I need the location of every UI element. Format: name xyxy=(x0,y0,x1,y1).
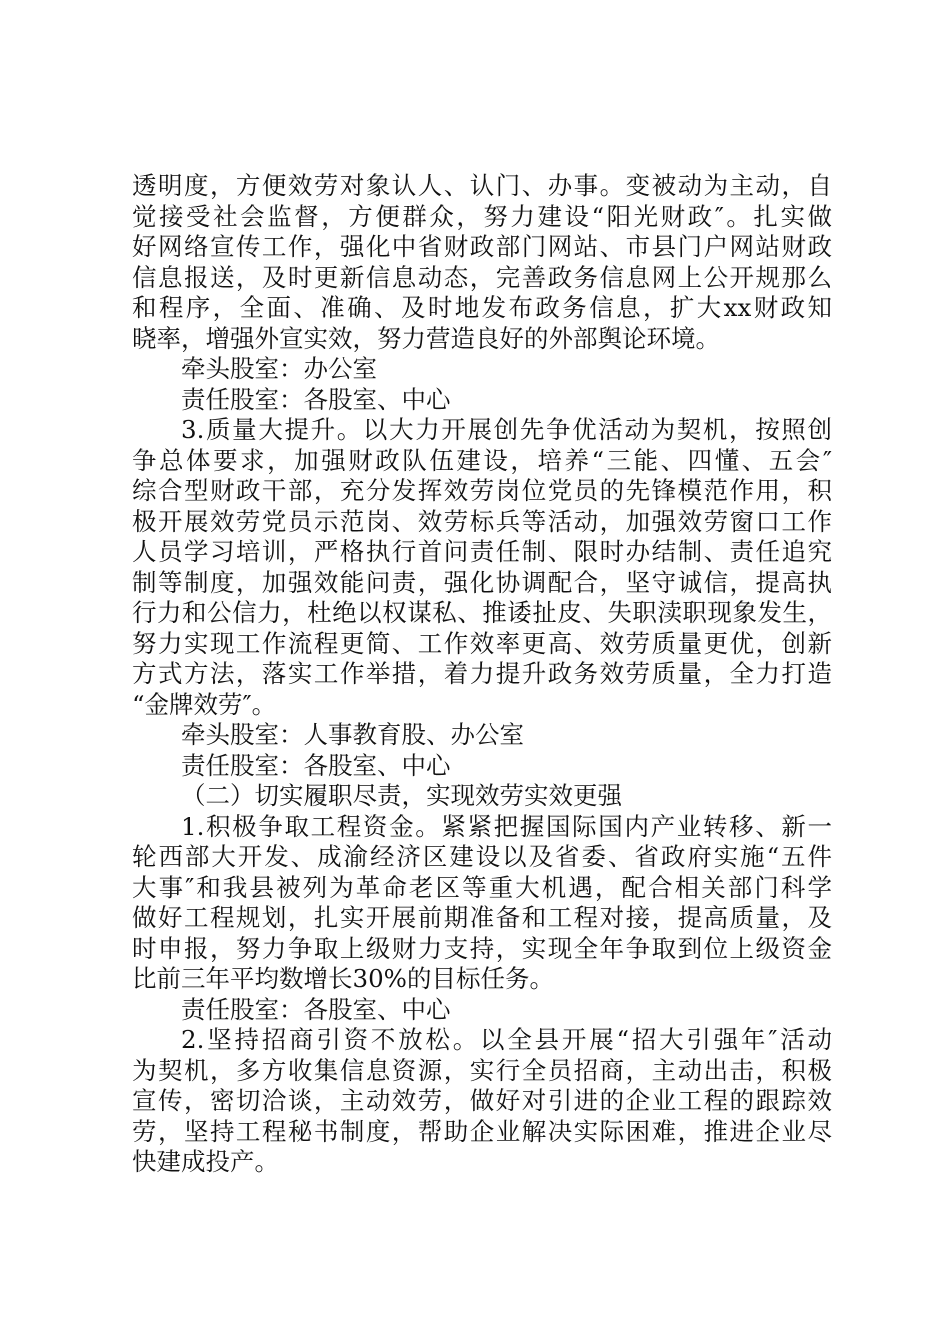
paragraph xyxy=(132,781,832,812)
text-line: 和程序，全面、准确、及时地发布政务信息，扩大xx财政知 xyxy=(132,293,832,322)
text-line: 好网络宣传工作，强化中省财政部门网站、市县门户网站财政 xyxy=(132,232,832,261)
text-line: 晓率，增强外宣实效，努力营造良好的外部舆论环境。 xyxy=(132,323,720,353)
text-line: 极开展效劳党员示范岗、效劳标兵等活动，加强效劳窗口工作 xyxy=(132,506,832,536)
text-line: “金牌效劳″。 xyxy=(132,689,277,719)
document-page xyxy=(132,171,832,1178)
text-line: 时申报，努力争取上级财力支持，实现全年争取到位上级资金 xyxy=(132,933,832,963)
text-line: 牵头股室：办公室 xyxy=(181,354,377,383)
paragraph xyxy=(132,171,832,354)
text-line: 2.坚持招商引资不放松。以全县开展“招大引强年″活动 xyxy=(181,1025,832,1054)
paragraph xyxy=(132,812,832,995)
text-line: 做好工程规划，扎实开展前期准备和工程对接，提高质量，及 xyxy=(132,903,832,932)
text-line: 行力和公信力，杜绝以权谋私、推诿扯皮、失职渎职现象发生， xyxy=(132,598,832,627)
text-line: 比前三年平均数增长30%的目标任务。 xyxy=(132,964,554,993)
text-line: 制等制度，加强效能问责，强化协调配合，坚守诚信，提高执 xyxy=(132,567,832,597)
text-line: 宣传，密切洽谈，主动效劳，做好对引进的企业工程的跟踪效 xyxy=(132,1086,832,1115)
text-line: 争总体要求，加强财政队伍建设，培养“三能、四懂、五会″ xyxy=(132,445,832,475)
text-line: 责任股室：各股室、中心 xyxy=(181,750,451,780)
text-line: 人员学习培训，严格执行首问责任制、限时办结制、责任追究 xyxy=(132,537,832,566)
text-line: 牵头股室：人事教育股、办公室 xyxy=(181,720,524,749)
text-line: 1.积极争取工程资金。紧紧把握国际国内产业转移、新一 xyxy=(181,811,832,841)
text-line: 觉接受社会监督，方便群众，努力建设“阳光财政″。扎实做 xyxy=(132,201,832,231)
text-line: 方式方法，落实工作举措，着力提升政务效劳质量，全力打造 xyxy=(132,659,832,688)
text-line: 责任股室：各股室、中心 xyxy=(181,994,451,1024)
text-line: （二）切实履职尽责，实现效劳实效更强 xyxy=(181,781,622,810)
text-line: 信息报送，及时更新信息动态，完善政务信息网上公开规那么 xyxy=(132,262,832,292)
paragraph xyxy=(132,1025,832,1178)
paragraph xyxy=(132,415,832,720)
text-line: 透明度，方便效劳对象认人、认门、办事。变被动为主动，自 xyxy=(132,171,832,200)
paragraph xyxy=(132,720,832,751)
paragraph xyxy=(132,354,832,385)
paragraph xyxy=(132,751,832,782)
text-line: 劳，坚持工程秘书制度，帮助企业解决实际困难，推进企业尽 xyxy=(132,1116,832,1146)
text-line: 努力实现工作流程更简、工作效率更高、效劳质量更优，创新 xyxy=(132,628,832,658)
text-line: 大事″和我县被列为革命老区等重大机遇，配合相关部门科学 xyxy=(132,872,832,902)
text-line: 快建成投产。 xyxy=(132,1147,279,1176)
text-line: 3.质量大提升。以大力开展创先争优活动为契机，按照创 xyxy=(181,415,832,444)
text-line: 轮西部大开发、成渝经济区建设以及省委、省政府实施“五件 xyxy=(132,842,832,871)
text-line: 为契机，多方收集信息资源，实行全员招商，主动出击，积极 xyxy=(132,1055,832,1085)
paragraph xyxy=(132,385,832,416)
text-line: 责任股室：各股室、中心 xyxy=(181,384,451,414)
text-line: 综合型财政干部，充分发挥效劳岗位党员的先锋模范作用，积 xyxy=(132,476,832,505)
paragraph xyxy=(132,995,832,1026)
